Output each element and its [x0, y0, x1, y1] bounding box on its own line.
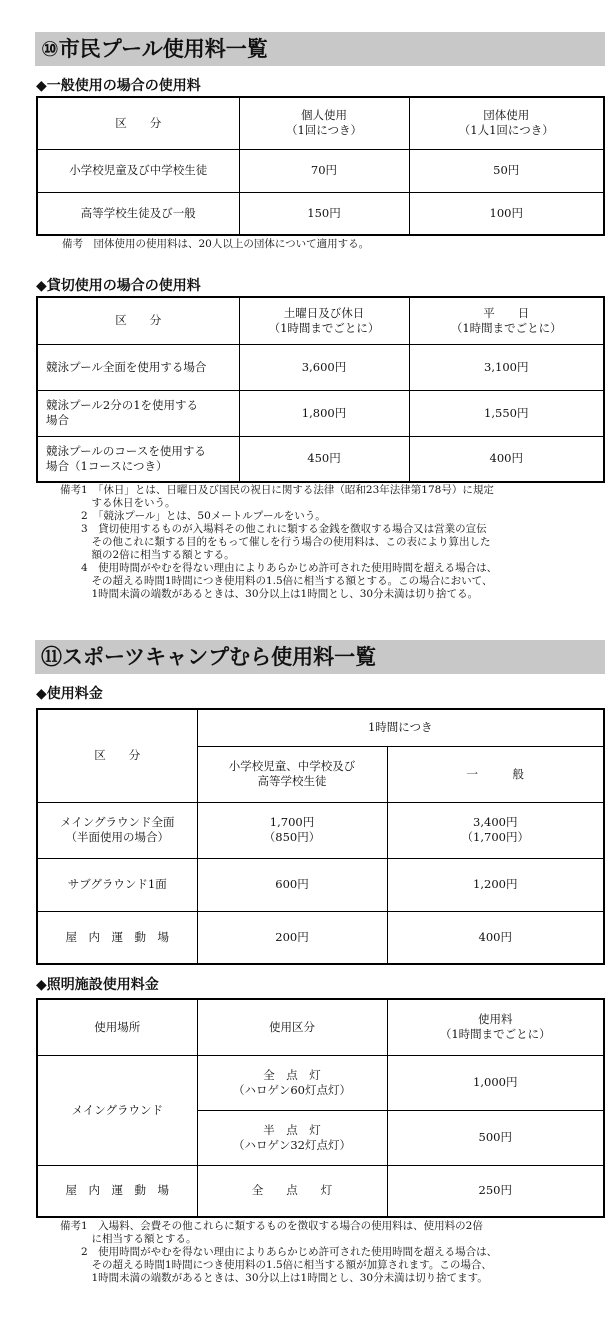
fees-table — [36, 708, 605, 965]
note-line: 備考1 「休日」とは、日曜日及び国民の祝日に関する法律（昭和23年法律第178号）に規定 — [60, 484, 494, 496]
row-value: 70円 — [239, 149, 409, 192]
table-header-row — [37, 999, 604, 1055]
note-line: 備考1 入場料、会費その他これらに類するものを徴収する場合の使用料は、使用料の2倍 — [60, 1220, 483, 1232]
kubun-header: 区 分 — [37, 709, 197, 802]
row-value: 3,100円 — [409, 344, 604, 390]
table-row — [37, 192, 604, 235]
general-use-table — [36, 96, 605, 236]
note-line: その超える時間1時間につき使用料の1.5倍に相当する額が加算されます。この場合、 — [60, 1259, 492, 1271]
group-use-header: 団体使用 （1人1回につき） — [409, 97, 604, 149]
table-row — [37, 1165, 604, 1217]
camp-title: ⑪スポーツキャンプむら使用料一覧 — [35, 640, 605, 674]
row-label: 小学校児童及び中学校生徒 — [37, 149, 239, 192]
table-row — [37, 911, 604, 964]
row-label: メイングラウンド全面 （半面使用の場合） — [37, 802, 197, 858]
table-header-row — [37, 709, 604, 746]
note-line: 2 使用時間がやむを得ない理由によりあらかじめ許可された使用時間を超える場合は、 — [60, 1246, 498, 1258]
note-line: 4 使用時間がやむを得ない理由によりあらかじめ許可された使用時間を超える場合は、 — [60, 562, 498, 574]
row-kind: 全 点 灯 — [197, 1165, 387, 1217]
individual-use-header: 個人使用 （1回につき） — [239, 97, 409, 149]
row-label: 競泳プールのコースを使用する 場合（1コースにつき） — [37, 436, 239, 482]
row-value: 3,600円 — [239, 344, 409, 390]
row-value: 3,400円 （1,700円） — [387, 802, 604, 858]
kind-header: 使用区分 — [197, 999, 387, 1055]
kubun-header: 区 分 — [37, 297, 239, 344]
note-line: する休日をいう。 — [60, 497, 176, 509]
table-row — [37, 390, 604, 436]
fees-heading: ◆使用料金 — [36, 686, 103, 702]
note-line: 額の2倍に相当する額とする。 — [60, 549, 235, 561]
row-label: 高等学校生徒及び一般 — [37, 192, 239, 235]
table-row — [37, 344, 604, 390]
lighting-heading: ◆照明施設使用料金 — [36, 977, 159, 993]
general-use-note: 備考 団体使用の使用料は、20人以上の団体について適用する。 — [62, 238, 370, 250]
general-use-heading: ◆一般使用の場合の使用料 — [36, 78, 201, 94]
per-hour-header: 1時間につき — [197, 709, 604, 746]
row-value: 1,550円 — [409, 390, 604, 436]
note-line: に相当する額とする。 — [60, 1233, 197, 1245]
row-value: 250円 — [387, 1165, 604, 1217]
note-line: その超える時間1時間につき使用料の1.5倍に相当する額とする。この場合において、 — [60, 575, 493, 587]
charter-use-table — [36, 296, 605, 483]
row-label: 競泳プール2分の1を使用する 場合 — [37, 390, 239, 436]
row-label: 競泳プール全面を使用する場合 — [37, 344, 239, 390]
holiday-header: 土曜日及び休日 （1時間までごとに） — [239, 297, 409, 344]
row-value: 500円 — [387, 1110, 604, 1165]
row-value: 50円 — [409, 149, 604, 192]
row-label: サブグラウンド1面 — [37, 858, 197, 911]
row-kind: 半 点 灯 （ハロゲン32灯点灯） — [197, 1110, 387, 1165]
row-value: 1,200円 — [387, 858, 604, 911]
row-value: 200円 — [197, 911, 387, 964]
kubun-header: 区 分 — [37, 97, 239, 149]
table-row — [37, 149, 604, 192]
row-value: 400円 — [409, 436, 604, 482]
table-row — [37, 436, 604, 482]
general-header: 一 般 — [387, 746, 604, 802]
place-header: 使用場所 — [37, 999, 197, 1055]
charter-use-heading: ◆貸切使用の場合の使用料 — [36, 278, 201, 294]
row-value: 1,000円 — [387, 1055, 604, 1110]
weekday-header: 平 日 （1時間までごとに） — [409, 297, 604, 344]
fee-header: 使用料 （1時間までごとに） — [387, 999, 604, 1055]
row-value: 450円 — [239, 436, 409, 482]
lighting-table — [36, 998, 605, 1218]
row-label: 屋 内 運 動 場 — [37, 911, 197, 964]
lighting-notes — [60, 1220, 598, 1285]
row-value: 400円 — [387, 911, 604, 964]
table-row — [37, 802, 604, 858]
row-value: 1,800円 — [239, 390, 409, 436]
table-header-row — [37, 297, 604, 344]
table-row — [37, 858, 604, 911]
charter-notes — [60, 484, 598, 601]
table-header-row — [37, 97, 604, 149]
note-line: 1時間未満の端数があるときは、30分以上は1時間とし、30分未満は切り捨てます。 — [60, 1272, 488, 1284]
note-line: 2 「競泳プール」とは、50メートルプールをいう。 — [60, 510, 326, 522]
row-kind: 全 点 灯 （ハロゲン60灯点灯） — [197, 1055, 387, 1110]
row-value: 1,700円 （850円） — [197, 802, 387, 858]
table-row — [37, 1055, 604, 1110]
pool-title: ⑩市民プール使用料一覧 — [35, 32, 605, 66]
note-line: 3 貸切使用するものが入場料その他これに類する金銭を徴収する場合又は営業の宣伝 — [60, 523, 487, 535]
note-line: 1時間未満の端数があるときは、30分以上は1時間とし、30分未満は切り捨てる。 — [60, 588, 479, 600]
row-label: 屋 内 運 動 場 — [37, 1165, 197, 1217]
row-value: 150円 — [239, 192, 409, 235]
row-value: 100円 — [409, 192, 604, 235]
main-ground-label: メイングラウンド — [37, 1055, 197, 1165]
row-value: 600円 — [197, 858, 387, 911]
student-header: 小学校児童、中学校及び 高等学校生徒 — [197, 746, 387, 802]
note-line: その他これに類する目的をもって催しを行う場合の使用料は、この表により算出した — [60, 536, 491, 548]
